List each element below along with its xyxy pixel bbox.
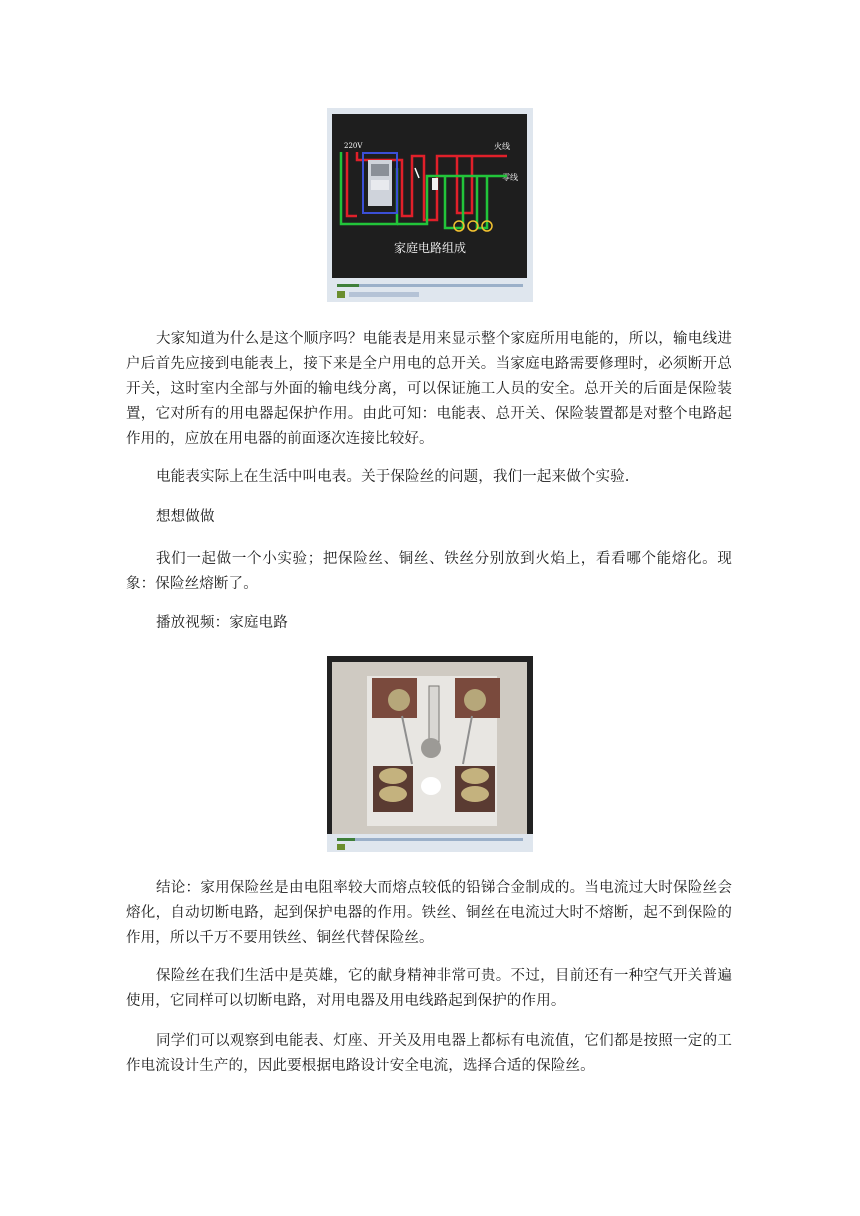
circuit-diagram-caption: 家庭电路组成 (393, 241, 467, 255)
paragraph-meter-note: 电能表实际上在生活中叫电表。关于保险丝的问题，我们一起来做个实验. (156, 469, 630, 485)
paragraph-current-rating: 同学们可以观察到电能表、灯座、开关及用电器上都标有电流值，它们都是按照一定的工作电流设计生产的，因此要根据电路设计安全电流，选择合适的保险丝。 (126, 1033, 732, 1074)
voltage-label: 220V (344, 142, 363, 150)
live-wire-label: 火线 (494, 142, 510, 151)
section-heading-try-it: 想想做做 (156, 509, 215, 525)
paragraph-play-video: 播放视频：家庭电路 (156, 615, 288, 631)
fuse-experiment-figure (327, 656, 533, 852)
fuse-holder-photo (327, 656, 533, 852)
paragraph-meter-order: 大家知道为什么是这个顺序吗？电能表是用来显示整个家庭所用电能的，所以，输电线进户后首先应接到电能表上，接下来是全户用电的总开关。当家庭电路需要修理时，必须断开总开关，这时室内全部与外面的输电线分离，可以保证施工人员的安全。总开关的后面是保险装置，它对所有的用电器起保护作用。由此可知：电能表、总开关、保险装置都是对整个电路起作用的，应放在用电器的前面逐次连接比较好。 (126, 331, 732, 447)
paragraph-conclusion: 结论：家用保险丝是由电阻率较大而熔点较低的铅锑合金制成的。当电流过大时保险丝会熔化，自动切断电路，起到保护电器的作用。铁丝、铜丝在电流过大时不熔断，起不到保险的作用，所以千万不要用铁丝、铜丝代替保险丝。 (126, 880, 732, 946)
paragraph-experiment: 我们一起做一个小实验；把保险丝、铜丝、铁丝分别放到火焰上，看看哪个能熔化。现象：保险丝熔断了。 (126, 551, 732, 592)
paragraph-air-switch: 保险丝在我们生活中是英雄，它的献身精神非常可贵。不过，目前还有一种空气开关普遍使用，它同样可以切断电路，对用电器及用电线路起到保护的作用。 (126, 968, 732, 1009)
household-circuit-figure (327, 108, 533, 302)
neutral-wire-label: 零线 (502, 173, 518, 182)
household-circuit-diagram (327, 108, 533, 302)
